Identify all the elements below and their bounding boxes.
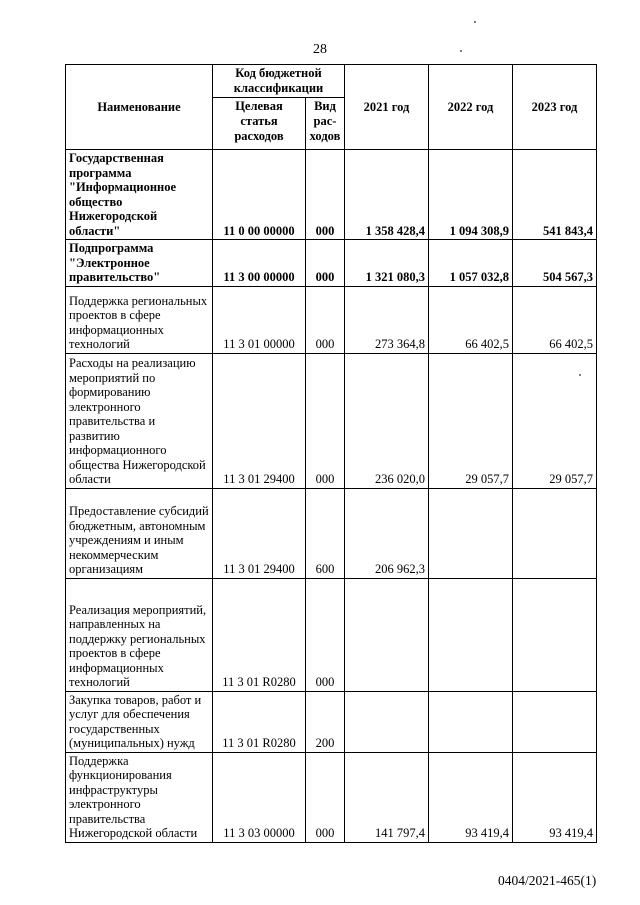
- document-code: 0404/2021-465(1): [498, 873, 597, 888]
- row-value-2021-cell: 236 020,0: [345, 353, 429, 488]
- row-target-article-cell: 11 0 00 00000: [213, 150, 306, 240]
- row-expense-type-cell: 000: [306, 286, 345, 353]
- row-value-2023-cell: 29 057,7: [513, 353, 597, 488]
- table-row: [66, 752, 597, 842]
- row-value-2021-cell: [345, 578, 429, 691]
- table-row: [66, 286, 597, 353]
- row-value-2023-cell: 541 843,4: [513, 150, 597, 240]
- scan-speck: [579, 374, 581, 376]
- row-value-2022-cell: 1 057 032,8: [429, 240, 513, 287]
- row-expense-type-cell: 000: [306, 150, 345, 240]
- table-body: [66, 150, 597, 843]
- row-target-article-cell: 11 3 01 29400: [213, 488, 306, 578]
- row-value-2021-cell: 206 962,3: [345, 488, 429, 578]
- row-name-cell: Предоставление субсидий бюджетным, автономным учреждениям и иным некоммерческим организациям: [66, 488, 213, 578]
- row-name-cell: Поддержка функционирования инфраструктуры электронного правительства Нижегородской области: [66, 752, 213, 842]
- row-target-article-cell: 11 3 01 00000: [213, 286, 306, 353]
- row-value-2023-cell: 66 402,5: [513, 286, 597, 353]
- row-expense-type-cell: 000: [306, 240, 345, 287]
- row-name-cell: Расходы на реализацию мероприятий по формированию электронного правительства и развитию информационного общества Нижегородской области: [66, 353, 213, 488]
- row-value-2021-cell: 1 321 080,3: [345, 240, 429, 287]
- header-year-2023: 2023 год: [513, 65, 597, 150]
- row-value-2022-cell: 93 419,4: [429, 752, 513, 842]
- row-value-2022-cell: [429, 578, 513, 691]
- page-number: 28: [313, 42, 327, 57]
- row-name-cell: Государственная программа "Информационное общество Нижегородской области": [66, 150, 213, 240]
- table-row: [66, 488, 597, 578]
- row-value-2021-cell: [345, 691, 429, 752]
- row-value-2021-cell: 141 797,4: [345, 752, 429, 842]
- row-target-article-cell: 11 3 01 R0280: [213, 691, 306, 752]
- row-value-2022-cell: [429, 488, 513, 578]
- row-target-article-cell: 11 3 01 29400: [213, 353, 306, 488]
- scan-speck: [474, 21, 476, 23]
- table-row: [66, 578, 597, 691]
- row-name-cell: Закупка товаров, работ и услуг для обеспечения государственных (муниципальных) нужд: [66, 691, 213, 752]
- header-year-2021: 2021 год: [345, 65, 429, 150]
- row-target-article-cell: 11 3 01 R0280: [213, 578, 306, 691]
- row-target-article-cell: 11 3 03 00000: [213, 752, 306, 842]
- row-value-2022-cell: 29 057,7: [429, 353, 513, 488]
- row-value-2021-cell: 273 364,8: [345, 286, 429, 353]
- row-value-2022-cell: 1 094 308,9: [429, 150, 513, 240]
- row-name-cell: Поддержка региональных проектов в сфере информационных технологий: [66, 286, 213, 353]
- row-expense-type-cell: 000: [306, 752, 345, 842]
- header-target-article: Целевая статья расходов: [213, 98, 306, 150]
- header-code-group: Код бюджетной классификации: [213, 65, 345, 98]
- row-target-article-cell: 11 3 00 00000: [213, 240, 306, 287]
- row-value-2021-cell: 1 358 428,4: [345, 150, 429, 240]
- table-row: [66, 691, 597, 752]
- header-year-2022: 2022 год: [429, 65, 513, 150]
- table-row: [66, 240, 597, 287]
- row-name-cell: Реализация мероприятий, направленных на поддержку региональных проектов в сфере информационных технологий: [66, 578, 213, 691]
- row-value-2023-cell: 504 567,3: [513, 240, 597, 287]
- row-value-2023-cell: [513, 488, 597, 578]
- scan-speck: [460, 50, 462, 52]
- header-name: Наименование: [66, 65, 213, 150]
- row-value-2023-cell: [513, 578, 597, 691]
- row-name-cell: Подпрограмма "Электронное правительство": [66, 240, 213, 287]
- row-value-2023-cell: [513, 691, 597, 752]
- row-value-2023-cell: 93 419,4: [513, 752, 597, 842]
- budget-table: [65, 64, 597, 843]
- table-row: [66, 150, 597, 240]
- row-expense-type-cell: 200: [306, 691, 345, 752]
- row-expense-type-cell: 000: [306, 578, 345, 691]
- row-value-2022-cell: 66 402,5: [429, 286, 513, 353]
- row-expense-type-cell: 000: [306, 353, 345, 488]
- row-value-2022-cell: [429, 691, 513, 752]
- row-expense-type-cell: 600: [306, 488, 345, 578]
- header-expense-type: Вид рас-ходов: [306, 98, 345, 150]
- table-row: [66, 353, 597, 488]
